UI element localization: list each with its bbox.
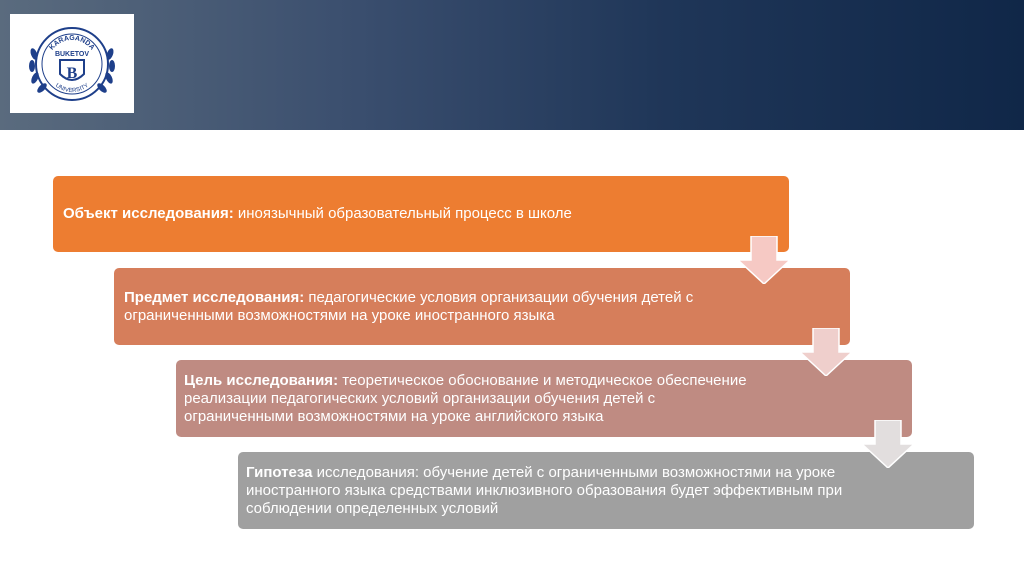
goal-text: теоретическое обоснование и методическое обеспечение реализации педагогических условий организации обучения детей с ограниченными возможностями на уроке английского языка (184, 371, 747, 425)
hypothesis-label: Гипотеза (246, 463, 313, 481)
logo-letter: B (66, 65, 78, 82)
logo-top-text: KARAGANDA (48, 35, 96, 52)
hypothesis-text: исследования: обучение детей с ограниченными возможностями на уроке иностранного языка средствами инклюзивного образования будет эффективным при соблюдении определенных условий (246, 463, 843, 517)
university-logo (10, 14, 134, 113)
down-arrow-icon (800, 328, 852, 376)
subject-text: педагогические условия организации обучения детей с ограниченными возможностями на уроке иностранного языка (124, 288, 694, 324)
logo-bottom-text: UNIVERSITY (54, 82, 90, 95)
down-arrow-icon (738, 236, 790, 284)
research-object-box (53, 176, 789, 252)
logo-name: BUKETOV (54, 51, 90, 58)
object-text: иноязычный образовательный процесс в школе (233, 205, 572, 222)
svg-text:KARAGANDA (48, 35, 95, 52)
header-banner (0, 0, 1024, 130)
object-label: Объект исследования: (63, 205, 234, 222)
subject-label: Предмет исследования: (124, 288, 305, 306)
svg-text:UNIVERSITY (54, 83, 90, 94)
down-arrow-icon (862, 420, 914, 468)
goal-label: Цель исследования: (184, 371, 339, 389)
